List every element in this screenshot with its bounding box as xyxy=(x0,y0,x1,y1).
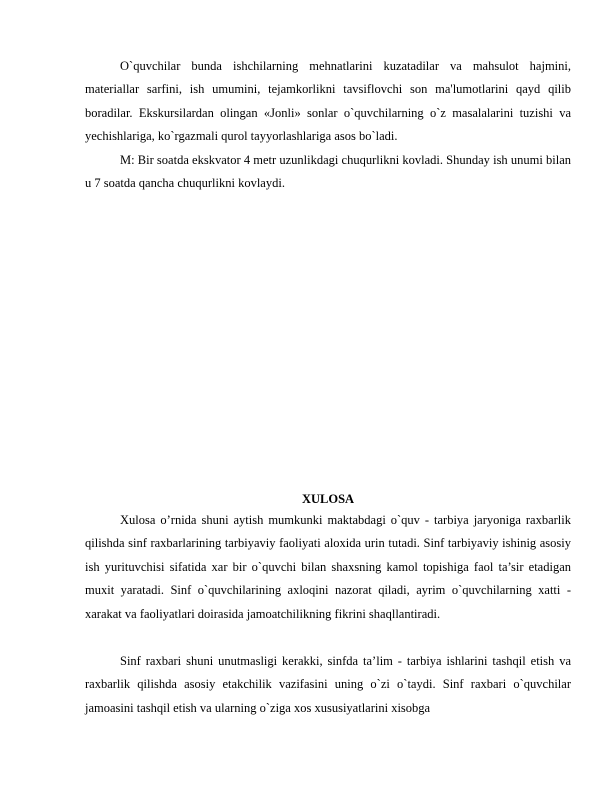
paragraph-example-problem: M: Bir soatda ekskvator 4 metr uzunlikdagi chuqurlikni kovladi. Shunday ish unumi bilan u 7 soatda qancha chuqurlikni kovlaydi. xyxy=(85,153,571,191)
paragraph-conclusion-1: Xulosa o’rnida shuni aytish mumkunki maktabdagi o`quv - tarbiya jaryoniga raxbarlik qilishda sinf raxbarlarining tarbiyaviy faoliyati aloxida urin tutadi. Sinf tarbiyaviy ishinig asosiy ish yurituvchisi sifatida xar bir o`quvchi bilan shaxsning kamol topishiga faol ta’sir etadigan muxit yaratadi. Sinf o`quvchilarining axloqini nazorat qiladi, ayrim o`quvchilarning xatti - xarakat va faoliyatlari doirasida jamoatchilikning fikrini shaqllantiradi. xyxy=(85,513,571,621)
paragraph-conclusion-2: Sinf raxbari shuni unutmasligi kerakki, sinfda ta’lim - tarbiya ishlarini tashqil etish va raxbarlik qilishda asosiy etakchilik vazifasini uning o`zi o`taydi. Sinf raxbari o`quvchilar jamoasini tashqil etish va ularning o`ziga xos xususiyatlarini xisobga xyxy=(85,654,571,715)
paragraph-excursion-data: O`quvchilar bunda ishchilarning mehnatlarini kuzatadilar va mahsulot hajmini, materiallar sarfini, ish umumini, tejamkorlikni tavsiflovchi son ma'lumotlarini qayd qilib boradilar. Ekskursilardan olingan «Jonli» sonlar o`quvchilarning o`z masalalarini tuzishi va yechishlariga, ko`rgazmali qurol tayyorlashlariga asos bo`ladi. xyxy=(85,59,571,144)
section-heading-xulosa: XULOSA xyxy=(301,492,355,506)
